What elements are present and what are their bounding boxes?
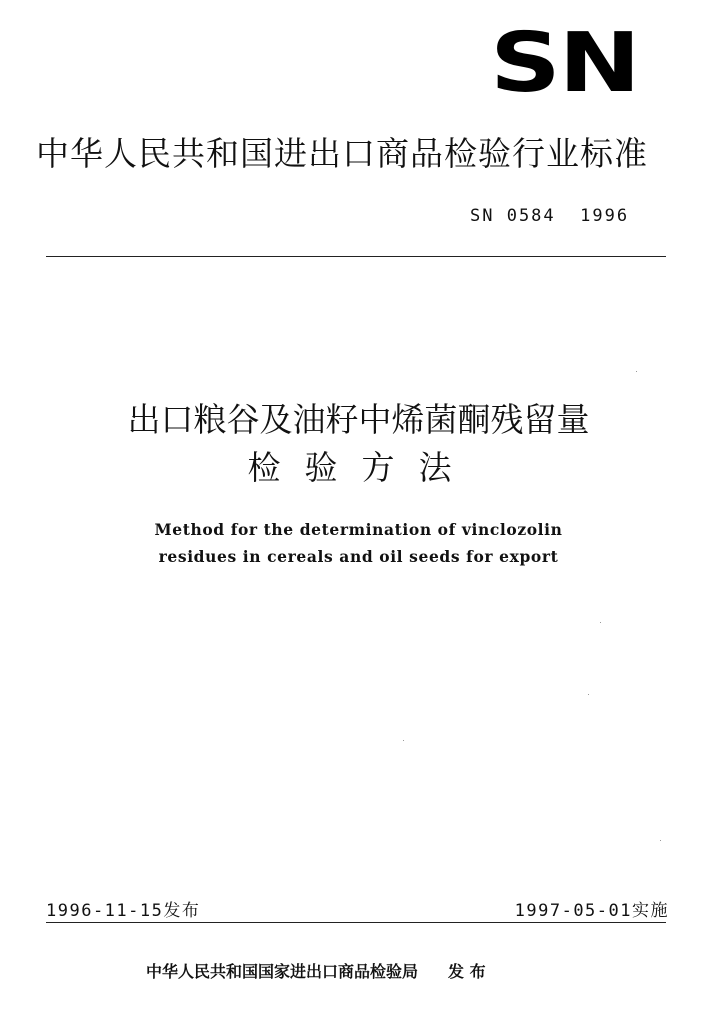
issue-date: 1996-11-15发布	[46, 901, 201, 921]
scan-speck	[600, 622, 601, 623]
org-title: 中华人民共和国进出口商品检验行业标准	[36, 134, 648, 173]
issuer-name: 中华人民共和国国家进出口商品检验局	[146, 962, 419, 981]
scan-speck	[660, 840, 661, 841]
footer-divider	[46, 922, 666, 923]
issue-action: 发 布	[448, 962, 486, 981]
issuer-line	[146, 960, 586, 984]
scan-speck	[588, 694, 589, 695]
document-title-chinese: 出口粮谷及油籽中烯菌酮残留量	[127, 400, 590, 439]
scan-speck	[636, 371, 637, 372]
implementation-date: 1997-05-01实施	[514, 901, 669, 921]
english-title-line-1: Method for the determination of vinclozolin	[154, 520, 563, 539]
sn-logo: SN	[490, 16, 639, 111]
document-title-english	[0, 516, 717, 570]
scan-speck	[403, 740, 404, 741]
standard-code: SN 0584 1996	[470, 206, 630, 226]
english-title-line-2: residues in cereals and oil seeds for export	[158, 547, 559, 566]
document-subtitle-chinese: 检验方法	[247, 448, 476, 487]
header-divider	[46, 256, 666, 257]
